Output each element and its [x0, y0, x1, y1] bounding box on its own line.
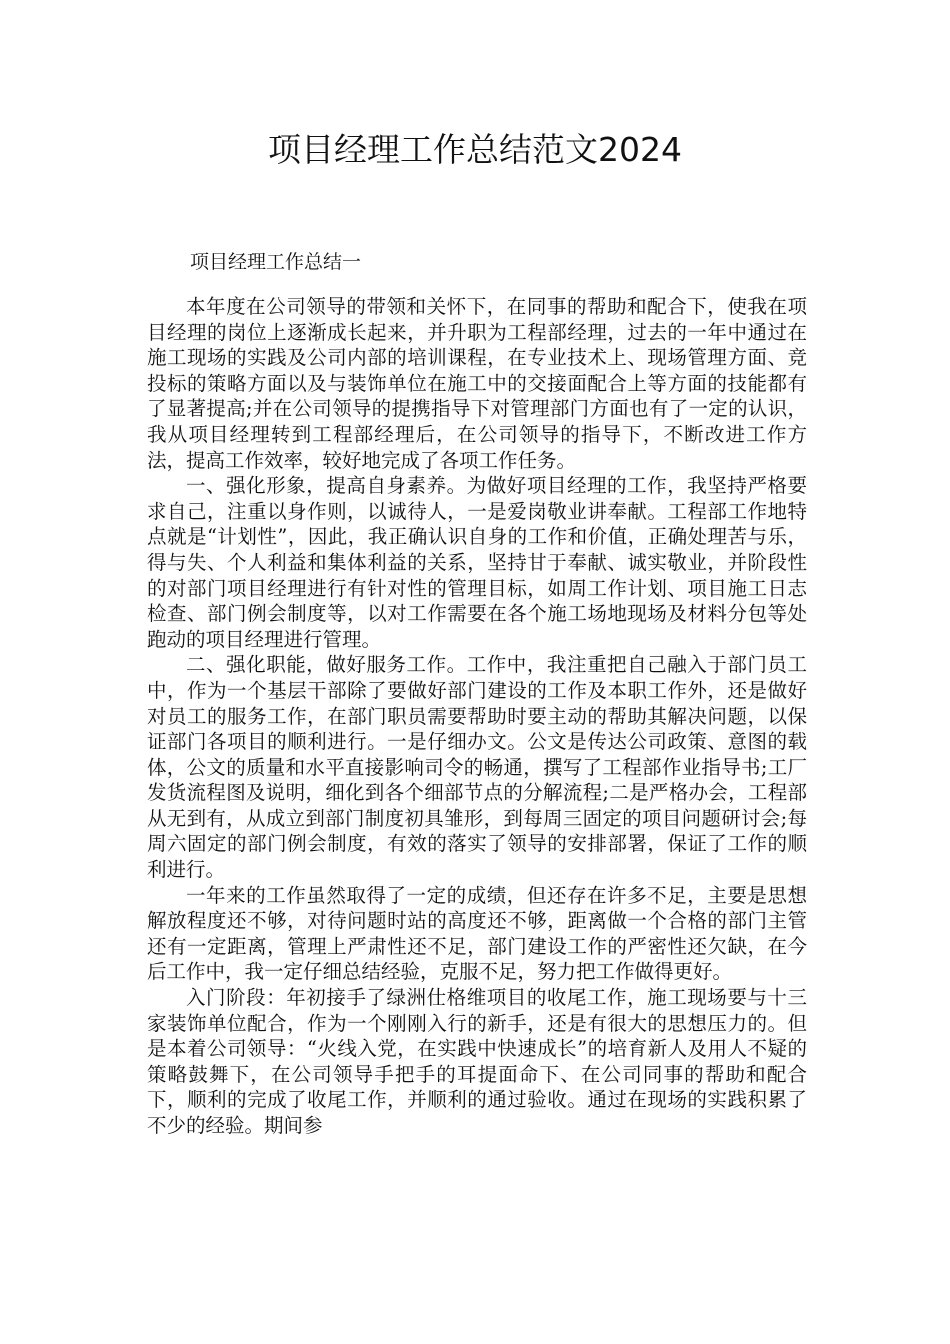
paragraph: 本年度在公司领导的带领和关怀下，在同事的帮助和配合下，使我在项目经理的岗位上逐渐成长起来，并升职为工程部经理，过去的一年中通过在施工现场的实践及公司内部的培训课程，在专业技术上、现场管理方面、竞投标的策略方面以及与装饰单位在施工中的交接面配合上等方面的技能都有了显著提高;并在公司领导的提携指导下对管理部门方面也有了一定的认识，我从项目经理转到工程部经理后，在公司领导的指导下，不断改进工作方法，提高工作效率，较好地完成了各项工作任务。: [147, 295, 807, 472]
document-body: [147, 294, 807, 1139]
paragraph: 一年来的工作虽然取得了一定的成绩，但还存在许多不足，主要是思想解放程度还不够，对待问题时站的高度还不够，距离做一个合格的部门主管还有一定距离，管理上严肃性还不足，部门建设工作的严密性还欠缺，在今后工作中，我一定仔细总结经验，克服不足，努力把工作做得更好。: [147, 883, 807, 984]
paragraph: 二、强化职能，做好服务工作。工作中，我注重把自己融入于部门员工中，作为一个基层干部除了要做好部门建设的工作及本职工作外，还是做好对员工的服务工作，在部门职员需要帮助时要主动的帮助其解决问题，以保证部门各项目的顺利进行。一是仔细办文。公文是传达公司政策、意图的载体，公文的质量和水平直接影响司令的畅通，撰写了工程部作业指导书;工厂发货流程图及说明，细化到各个细部节点的分解流程;二是严格办会，工程部从无到有，从成立到部门制度初具雏形，到每周三固定的项目问题研讨会;每周六固定的部门例会制度，有效的落实了领导的安排部署，保证了工作的顺利进行。: [147, 653, 807, 882]
paragraph: 一、强化形象，提高自身素养。为做好项目经理的工作，我坚持严格要求自己，注重以身作则，以诚待人，一是爱岗敬业讲奉献。工程部工作地特点就是“计划性”，因此，我正确认识自身的工作和价值，正确处理苦与乐，得与失、个人利益和集体利益的关系，坚持甘于奉献、诚实敬业，并阶段性的对部门项目经理进行有针对性的管理目标，如周工作计划、项目施工日志检查、部门例会制度等，以对工作需要在各个施工场地现场及材料分包等处跑动的项目经理进行管理。: [147, 474, 807, 651]
section-heading: 项目经理工作总结一: [190, 251, 362, 273]
paragraph: 入门阶段：年初接手了绿洲仕格维项目的收尾工作，施工现场要与十三家装饰单位配合，作为一个刚刚入行的新手，还是有很大的思想压力的。但是本着公司领导：“火线入党，在实践中快速成长”的培育新人及用人不疑的策略鼓舞下，在公司领导手把手的耳提面命下、在公司同事的帮助和配合下，顺利的完成了收尾工作，并顺利的通过验收。通过在现场的实践积累了不少的经验。期间参: [147, 986, 807, 1137]
document-title: 项目经理工作总结范文2024: [268, 130, 682, 169]
